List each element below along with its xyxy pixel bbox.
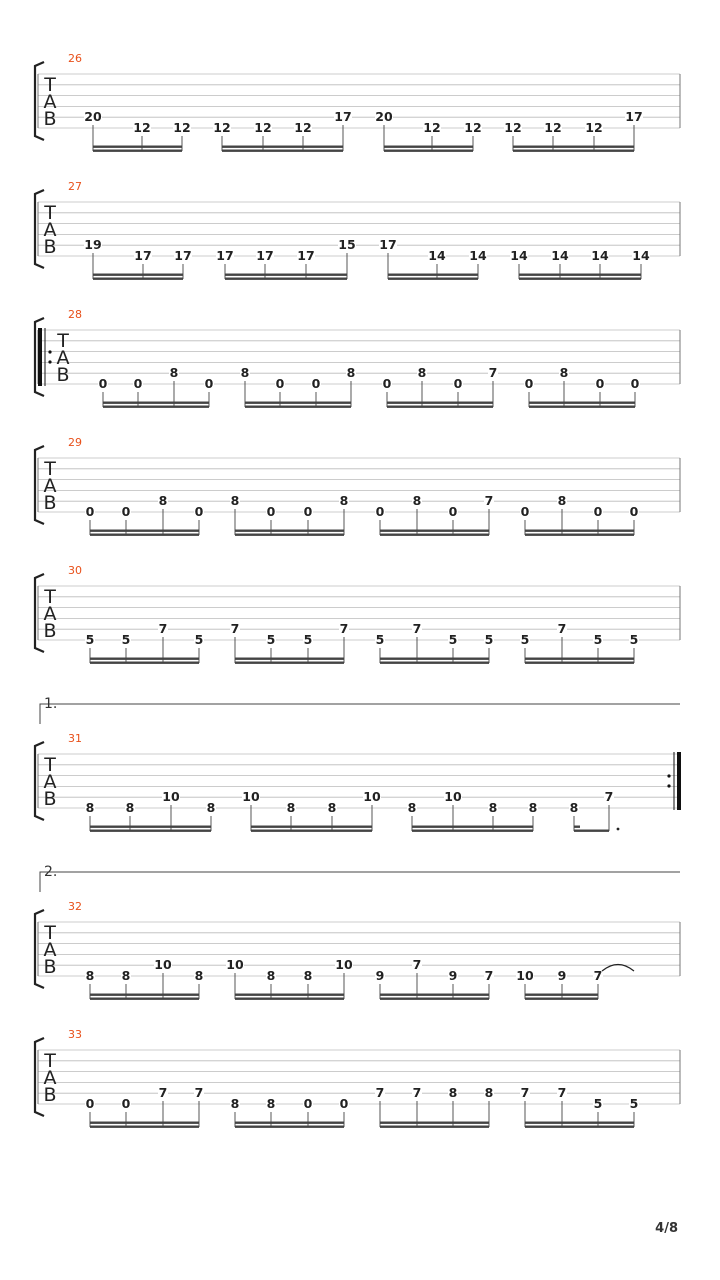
beam: [90, 826, 211, 828]
beam-group: [504, 109, 643, 152]
tab-clef-letter: T: [44, 586, 56, 608]
beam: [222, 150, 343, 152]
fret-number: 7: [520, 1085, 530, 1100]
fret-number: 8: [206, 800, 216, 815]
beam: [574, 830, 609, 832]
tab-clef-letter: A: [43, 475, 57, 497]
beam-group: [85, 789, 216, 832]
beam: [513, 146, 634, 148]
beam: [90, 998, 199, 1000]
beam-group: [216, 237, 356, 280]
beam: [93, 274, 183, 276]
fret-number: 8: [169, 365, 179, 380]
fret-number: 8: [230, 1096, 240, 1111]
beam-group: [520, 1085, 639, 1128]
beam: [380, 994, 489, 996]
fret-number: 8: [528, 800, 538, 815]
tab-clef-letter: T: [44, 202, 56, 224]
fret-number: 0: [595, 376, 605, 391]
fret-number: 0: [303, 1096, 313, 1111]
beam-group: [85, 621, 204, 664]
tab-clef-letter: B: [43, 788, 57, 810]
fret-number: 7: [484, 493, 494, 508]
tab-clef-letter: T: [44, 74, 56, 96]
beam: [525, 998, 598, 1000]
fret-number: 8: [346, 365, 356, 380]
fret-number: 0: [453, 376, 463, 391]
fret-number: 7: [484, 968, 494, 983]
tab-clef-letter: B: [43, 108, 57, 130]
fret-number: 0: [630, 376, 640, 391]
fret-number: 5: [520, 632, 530, 647]
fret-number: 8: [158, 493, 168, 508]
volta-label: 1.: [44, 696, 58, 712]
fret-number: 10: [162, 789, 180, 804]
fret-number: 10: [226, 957, 244, 972]
beam-stub: [574, 826, 580, 828]
beam: [235, 998, 344, 1000]
fret-number: 8: [266, 1096, 276, 1111]
fret-number: 0: [121, 1096, 131, 1111]
beam: [90, 1122, 199, 1124]
fret-number: 8: [230, 493, 240, 508]
tab-system-26: [35, 52, 680, 152]
beam: [380, 1122, 489, 1124]
fret-number: 5: [629, 1096, 639, 1111]
beam-group: [98, 365, 214, 408]
beam: [388, 278, 478, 280]
bar-number: 31: [68, 732, 82, 745]
tab-clef-letter: A: [56, 347, 70, 369]
tab-system-33: [35, 1028, 680, 1128]
beam: [380, 998, 489, 1000]
tab-system-27: [35, 180, 680, 280]
fret-number: 5: [375, 632, 385, 647]
beam: [225, 278, 347, 280]
fret-number: 17: [379, 237, 397, 252]
beam: [235, 1126, 344, 1128]
fret-number: 7: [593, 968, 603, 983]
beam-group: [242, 789, 381, 832]
fret-number: 8: [85, 800, 95, 815]
beam: [380, 530, 489, 532]
beam-group: [375, 1085, 494, 1128]
tab-system-32: [35, 864, 680, 1000]
beam: [513, 150, 634, 152]
fret-number: 12: [464, 120, 482, 135]
tab-clef-letter: A: [43, 939, 57, 961]
fret-number: 12: [585, 120, 603, 135]
fret-number: 7: [604, 789, 614, 804]
fret-number: 0: [85, 1096, 95, 1111]
fret-number: 12: [254, 120, 272, 135]
fret-number: 7: [158, 621, 168, 636]
beam: [380, 1126, 489, 1128]
tab-clef-letter: T: [44, 922, 56, 944]
fret-number: 12: [173, 120, 191, 135]
beam: [90, 830, 211, 832]
beam: [93, 278, 183, 280]
beam: [235, 534, 344, 536]
fret-number: 0: [121, 504, 131, 519]
beam: [251, 830, 372, 832]
beam: [412, 826, 533, 828]
fret-number: 0: [266, 504, 276, 519]
bar-number: 29: [68, 436, 82, 449]
beam: [387, 402, 493, 404]
beam: [251, 826, 372, 828]
fret-number: 8: [412, 493, 422, 508]
fret-number: 5: [121, 632, 131, 647]
fret-number: 8: [557, 493, 567, 508]
fret-number: 14: [428, 248, 446, 263]
beam: [412, 830, 533, 832]
fret-number: 7: [557, 621, 567, 636]
staff-lines: [38, 1050, 680, 1104]
beam: [245, 406, 351, 408]
fret-number: 8: [407, 800, 417, 815]
fret-number: 12: [423, 120, 441, 135]
bar-number: 26: [68, 52, 82, 65]
fret-number: 14: [510, 248, 528, 263]
beam-group: [379, 237, 487, 280]
beam: [103, 402, 209, 404]
fret-number: 5: [593, 1096, 603, 1111]
fret-number: 10: [335, 957, 353, 972]
beam-group: [230, 1096, 349, 1128]
fret-number: 9: [557, 968, 567, 983]
fret-number: 0: [629, 504, 639, 519]
fret-number: 0: [448, 504, 458, 519]
beam: [235, 530, 344, 532]
fret-number: 12: [213, 120, 231, 135]
tab-clef-letter: B: [43, 1084, 57, 1106]
fret-number: 7: [557, 1085, 567, 1100]
staff-lines: [38, 458, 680, 512]
repeat-start-sign: [38, 328, 52, 386]
fret-number: 7: [375, 1085, 385, 1100]
fret-number: 5: [448, 632, 458, 647]
beam: [387, 406, 493, 408]
beam-group: [240, 365, 356, 408]
fret-number: 8: [327, 800, 337, 815]
beam: [235, 662, 344, 664]
fret-number: 17: [216, 248, 234, 263]
beam-group: [516, 968, 603, 1000]
beam: [380, 662, 489, 664]
tab-system-31: [35, 696, 681, 832]
fret-number: 17: [134, 248, 152, 263]
fret-number: 5: [629, 632, 639, 647]
fret-number: 17: [334, 109, 352, 124]
fret-number: 8: [417, 365, 427, 380]
beam: [529, 406, 635, 408]
fret-number: 8: [286, 800, 296, 815]
tab-system-29: [35, 436, 680, 536]
fret-number: 15: [338, 237, 356, 252]
dot: [617, 828, 620, 831]
fret-number: 12: [504, 120, 522, 135]
fret-number: 7: [412, 957, 422, 972]
tab-clef-letter: B: [43, 956, 57, 978]
fret-number: 8: [194, 968, 204, 983]
bar-number: 32: [68, 900, 82, 913]
tab-system-28: [35, 308, 680, 408]
beam: [525, 1122, 634, 1124]
fret-number: 7: [339, 621, 349, 636]
fret-number: 5: [593, 632, 603, 647]
fret-number: 0: [98, 376, 108, 391]
beam: [90, 1126, 199, 1128]
tab-clef-letter: A: [43, 1067, 57, 1089]
beam-group: [382, 365, 498, 408]
tab-clef-letter: T: [44, 754, 56, 776]
beam: [384, 150, 473, 152]
tab-clef-letter: A: [43, 603, 57, 625]
beam: [525, 1126, 634, 1128]
beam-group: [375, 957, 494, 1000]
fret-number: 5: [194, 632, 204, 647]
fret-number: 5: [303, 632, 313, 647]
bar-number: 27: [68, 180, 82, 193]
fret-number: 14: [591, 248, 609, 263]
fret-number: 0: [133, 376, 143, 391]
beam: [235, 994, 344, 996]
fret-number: 7: [488, 365, 498, 380]
fret-number: 10: [444, 789, 462, 804]
beam: [525, 994, 598, 996]
beam: [380, 534, 489, 536]
tab-clef-letter: B: [43, 620, 57, 642]
fret-number: 0: [593, 504, 603, 519]
volta-label: 2.: [44, 864, 58, 880]
fret-number: 20: [84, 109, 102, 124]
beam: [225, 274, 347, 276]
fret-number: 0: [85, 504, 95, 519]
beam-group: [230, 621, 349, 664]
beam: [519, 274, 641, 276]
fret-number: 0: [275, 376, 285, 391]
beam: [93, 146, 182, 148]
beam: [525, 534, 634, 536]
fret-number: 10: [363, 789, 381, 804]
volta-bracket: [40, 696, 680, 724]
beam-group: [85, 1085, 204, 1128]
beam: [235, 1122, 344, 1124]
beam: [90, 658, 199, 660]
fret-number: 12: [294, 120, 312, 135]
beam: [525, 662, 634, 664]
fret-number: 9: [448, 968, 458, 983]
beam-group: [520, 621, 639, 664]
beam: [90, 534, 199, 536]
fret-number: 19: [84, 237, 102, 252]
fret-number: 7: [412, 1085, 422, 1100]
fret-number: 10: [154, 957, 172, 972]
beam-group: [230, 493, 349, 536]
fret-number: 12: [133, 120, 151, 135]
beam-group: [375, 109, 482, 152]
tab-clef-letter: A: [43, 771, 57, 793]
fret-number: 0: [520, 504, 530, 519]
beam-group: [407, 789, 538, 832]
fret-number: 0: [303, 504, 313, 519]
tab-clef-letter: A: [43, 219, 57, 241]
bar-number: 30: [68, 564, 82, 577]
beam-group: [510, 248, 650, 280]
beam: [380, 658, 489, 660]
beam-group: [226, 957, 353, 1000]
fret-number: 5: [85, 632, 95, 647]
tab-clef-letter: T: [57, 330, 69, 352]
beam-group: [85, 957, 204, 1000]
beam-group: [375, 493, 494, 536]
staff-lines: [38, 922, 680, 976]
tab-clef-letter: B: [43, 492, 57, 514]
beam: [90, 662, 199, 664]
fret-number: 8: [484, 1085, 494, 1100]
staff-lines: [38, 586, 680, 640]
fret-number: 10: [516, 968, 534, 983]
fret-number: 0: [311, 376, 321, 391]
fret-number: 14: [469, 248, 487, 263]
beam: [90, 530, 199, 532]
bar-number: 33: [68, 1028, 82, 1041]
fret-number: 20: [375, 109, 393, 124]
fret-number: 8: [266, 968, 276, 983]
fret-number: 8: [569, 800, 579, 815]
beam: [90, 994, 199, 996]
fret-number: 17: [174, 248, 192, 263]
fret-number: 8: [125, 800, 135, 815]
tab-clef-letter: T: [44, 1050, 56, 1072]
fret-number: 7: [194, 1085, 204, 1100]
fret-number: 7: [230, 621, 240, 636]
tab-clef-letter: T: [44, 458, 56, 480]
beam: [103, 406, 209, 408]
fret-number: 8: [121, 968, 131, 983]
fret-number: 8: [85, 968, 95, 983]
repeat-end-sign: [667, 752, 681, 810]
beam: [388, 274, 478, 276]
fret-number: 10: [242, 789, 260, 804]
fret-number: 8: [339, 493, 349, 508]
beam-group: [84, 109, 191, 152]
fret-number: 7: [158, 1085, 168, 1100]
fret-number: 5: [266, 632, 276, 647]
beam-group: [520, 493, 639, 536]
fret-number: 8: [303, 968, 313, 983]
beam: [525, 530, 634, 532]
fret-number: 17: [297, 248, 315, 263]
fret-number: 0: [375, 504, 385, 519]
volta-bracket: [40, 864, 680, 892]
fret-number: 5: [484, 632, 494, 647]
fret-number: 8: [240, 365, 250, 380]
beam-group: [85, 493, 204, 536]
beam-group: [569, 789, 619, 832]
beam: [525, 658, 634, 660]
fret-number: 14: [632, 248, 650, 263]
fret-number: 0: [339, 1096, 349, 1111]
beam-group: [84, 237, 192, 280]
page-number: 4/8: [655, 1221, 678, 1236]
beam: [529, 402, 635, 404]
fret-number: 0: [194, 504, 204, 519]
fret-number: 8: [488, 800, 498, 815]
beam: [93, 150, 182, 152]
fret-number: 14: [551, 248, 569, 263]
fret-number: 17: [625, 109, 643, 124]
beam: [519, 278, 641, 280]
fret-number: 9: [375, 968, 385, 983]
tab-system-30: [35, 564, 680, 664]
beam: [245, 402, 351, 404]
beam: [222, 146, 343, 148]
tab-clef-letter: A: [43, 91, 57, 113]
bar-number: 28: [68, 308, 82, 321]
tab-clef-letter: B: [56, 364, 70, 386]
beam-group: [213, 109, 352, 152]
fret-number: 8: [448, 1085, 458, 1100]
fret-number: 0: [382, 376, 392, 391]
fret-number: 8: [559, 365, 569, 380]
fret-number: 12: [544, 120, 562, 135]
fret-number: 7: [412, 621, 422, 636]
beam: [235, 658, 344, 660]
beam-group: [375, 621, 494, 664]
beam: [384, 146, 473, 148]
fret-number: 0: [524, 376, 534, 391]
beam-group: [524, 365, 640, 408]
fret-number: 0: [204, 376, 214, 391]
fret-number: 17: [256, 248, 274, 263]
tab-clef-letter: B: [43, 236, 57, 258]
